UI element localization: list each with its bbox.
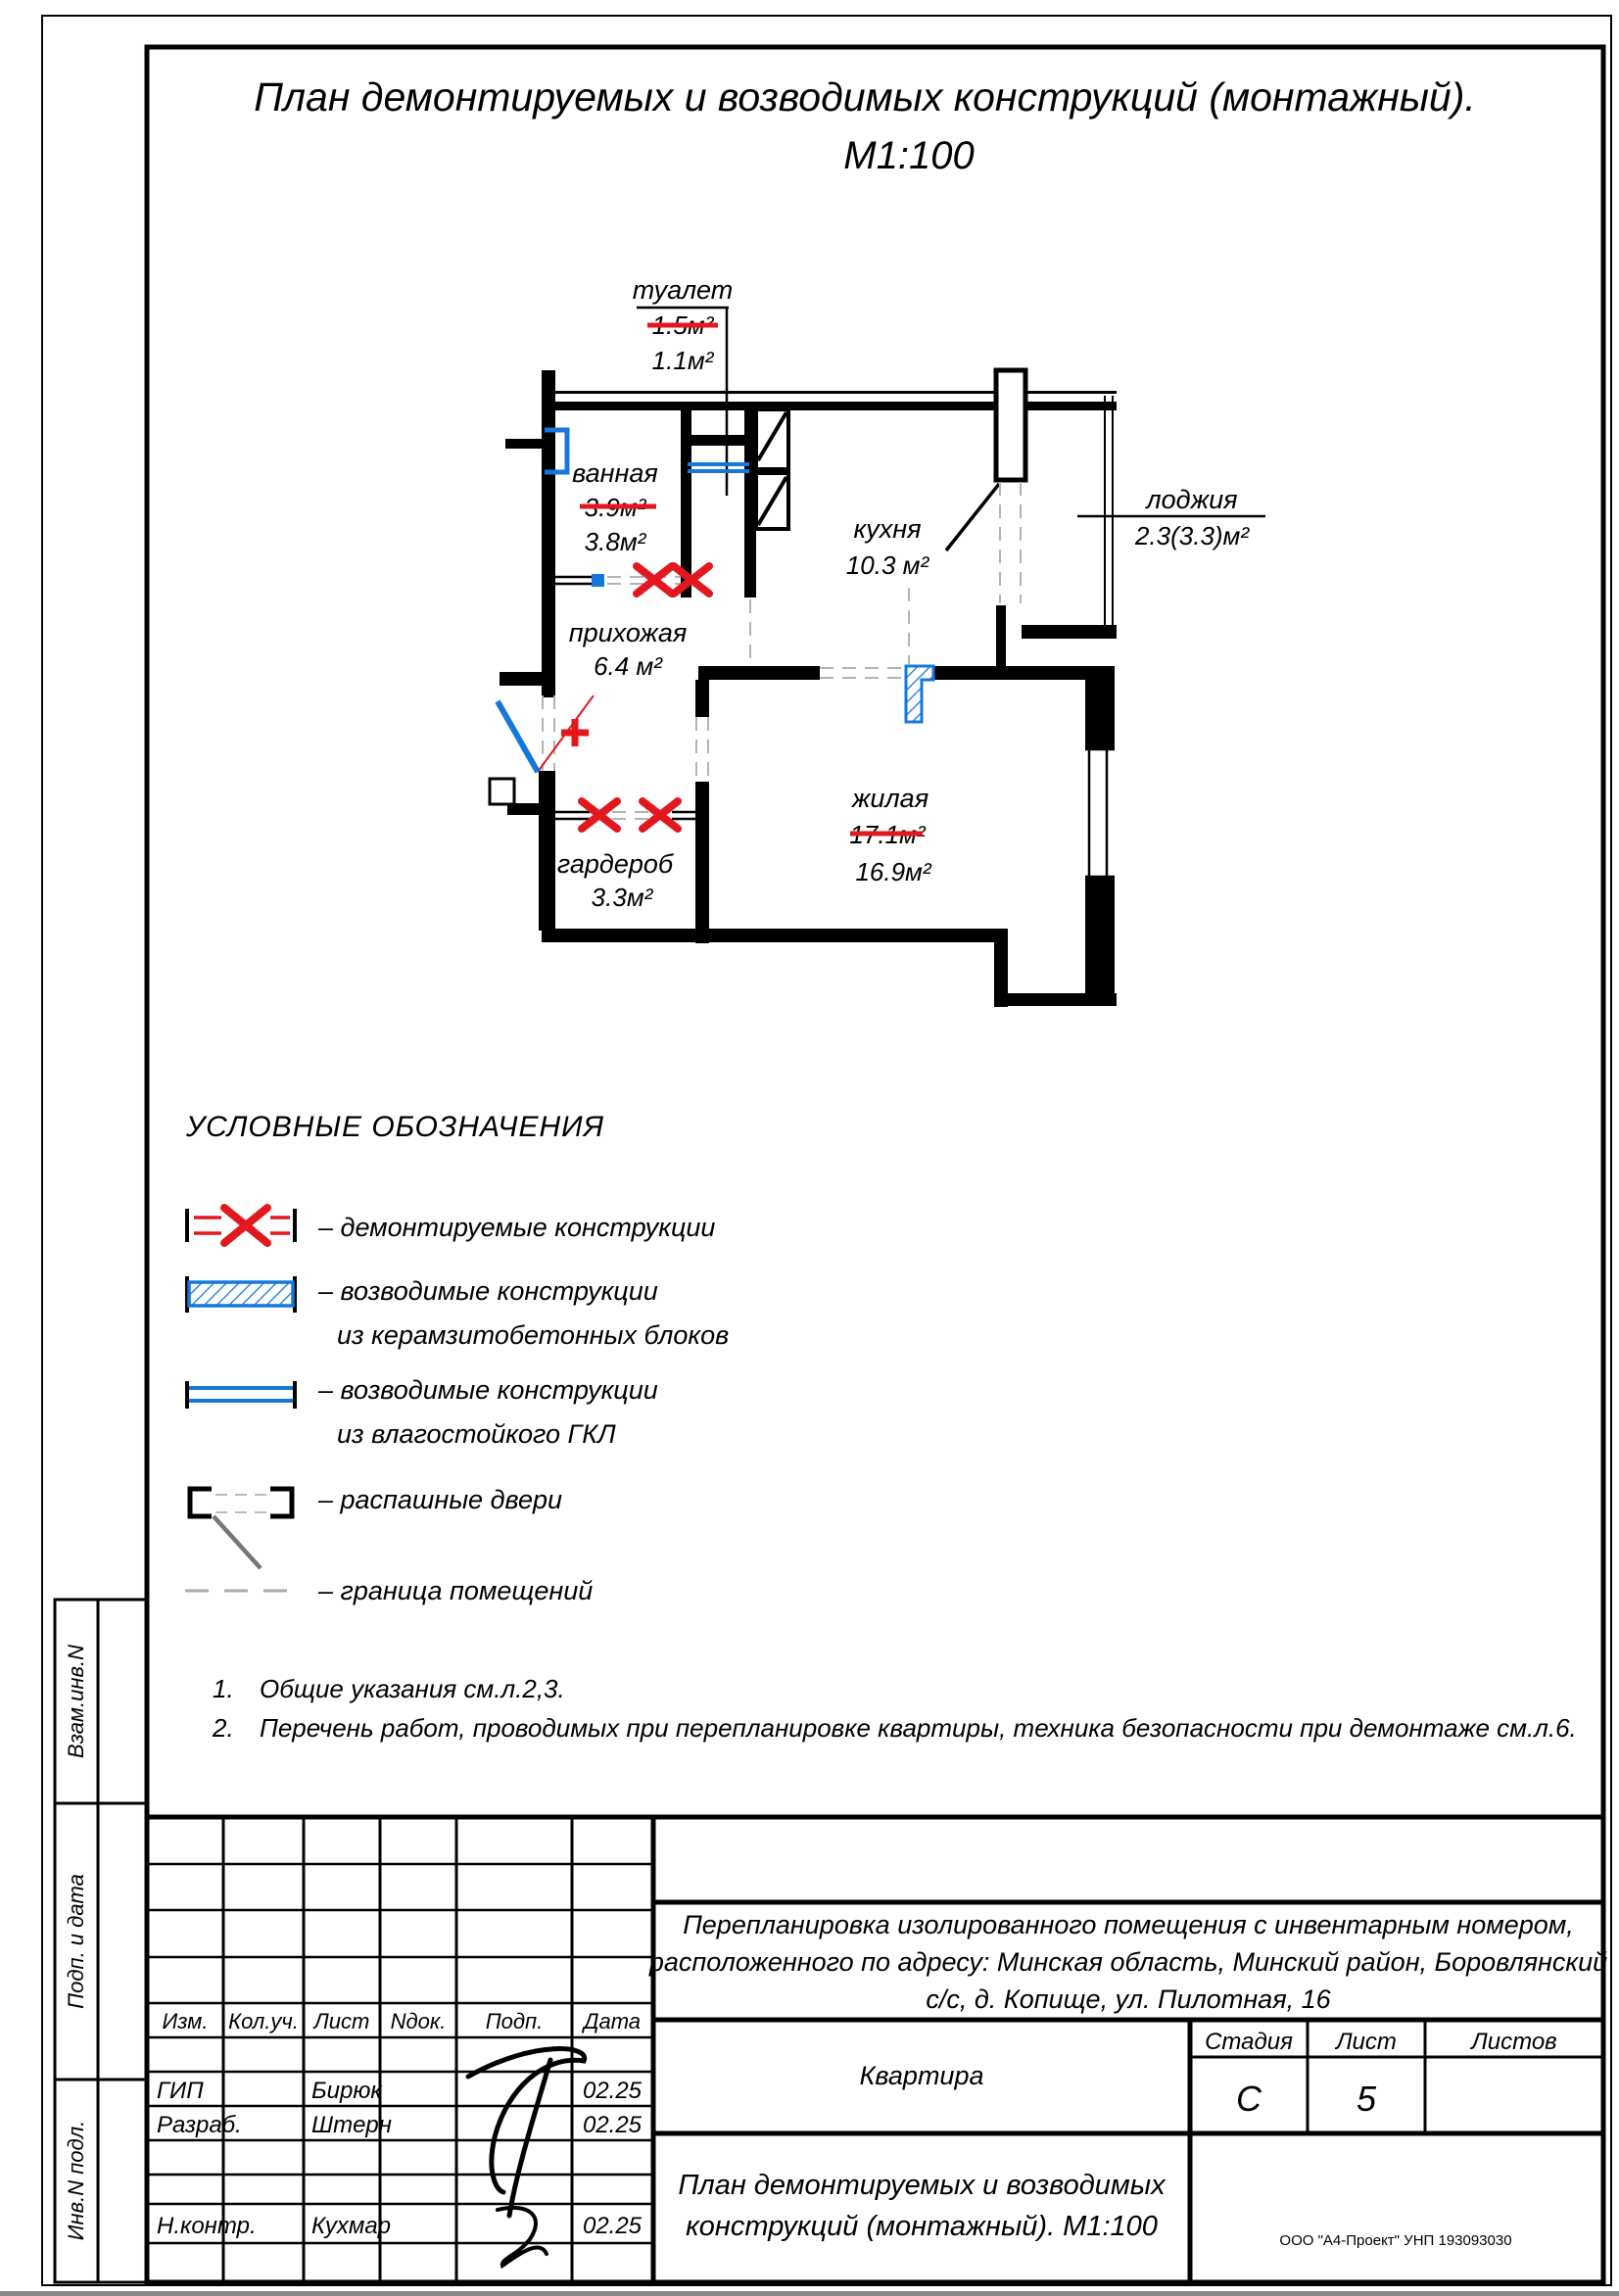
tb-role-razrab: Разраб. bbox=[157, 2112, 242, 2138]
sheet-frame bbox=[42, 16, 1611, 2285]
room-label-living: жилая bbox=[851, 784, 929, 813]
note-2-num: 2. bbox=[213, 1713, 234, 1743]
floor-plan bbox=[490, 275, 1265, 1007]
legend-title: УСЛОВНЫЕ ОБОЗНАЧЕНИЯ bbox=[186, 1111, 605, 1143]
demolish-x-icon bbox=[224, 1208, 267, 1243]
margin-label-vzam: Взам.инв.N bbox=[64, 1645, 88, 1758]
tb-sheets-label: Листов bbox=[1471, 2029, 1557, 2055]
tb-project-line2: расположенного по адресу: Минская область, Минский район, Боровлянский bbox=[648, 1947, 1608, 1977]
tb-stage-label: Стадия bbox=[1205, 2029, 1293, 2055]
note-1-text: Общие указания см.л.2,3. bbox=[260, 1674, 565, 1703]
room-area-old-bath: 3.9м² bbox=[584, 493, 646, 522]
tb-col-podp: Подп. bbox=[485, 2009, 544, 2033]
tb-name-gip: Бирюк bbox=[311, 2078, 382, 2104]
signature-scrawl bbox=[498, 2208, 547, 2266]
room-label-kitchen: кухня bbox=[853, 514, 922, 544]
tb-role-nkontr: Н.контр. bbox=[157, 2213, 257, 2239]
drawing-title bbox=[254, 74, 1476, 177]
legend-symbol-swing-door bbox=[190, 1489, 292, 1568]
demolish-x-icons bbox=[582, 566, 709, 829]
legend-label-gkl-wall-1: – возводимые конструкции bbox=[318, 1375, 658, 1405]
room-area-new-bath: 3.8м² bbox=[584, 527, 646, 556]
room-label-hall: прихожая bbox=[568, 618, 688, 647]
tb-stage-value: С bbox=[1236, 2079, 1262, 2119]
legend bbox=[185, 1111, 729, 1605]
entry-niche bbox=[490, 779, 514, 804]
drawing-title-line1: План демонтируемых и возводимых конструкций (монтажный). bbox=[254, 74, 1476, 120]
legend-label-block-wall-1: – возводимые конструкции bbox=[318, 1276, 658, 1306]
new-wall-segment bbox=[592, 574, 604, 587]
tb-date-nkontr: 02.25 bbox=[582, 2213, 643, 2239]
margin-label-inv: Инв.N подл. bbox=[64, 2120, 88, 2241]
note-1-num: 1. bbox=[213, 1674, 234, 1703]
tb-col-izm: Изм. bbox=[162, 2009, 209, 2033]
door-swing-balcony bbox=[946, 484, 999, 550]
signature-scrawl bbox=[468, 2049, 585, 2216]
tb-date-gip: 02.25 bbox=[582, 2078, 643, 2104]
legend-label-boundary: – граница помещений bbox=[318, 1576, 594, 1605]
tb-col-list: Лист bbox=[313, 2009, 370, 2033]
legend-symbol-block-wall bbox=[187, 1276, 295, 1313]
drawing-title-scale: М1:100 bbox=[843, 134, 975, 177]
new-block-wall-L bbox=[906, 666, 933, 722]
tb-object-name: Квартира bbox=[859, 2061, 984, 2090]
room-area-hall: 6.4 м² bbox=[594, 651, 662, 681]
room-label-wardrobe: гардероб bbox=[556, 849, 674, 879]
room-area-new-toilet: 1.1м² bbox=[651, 346, 714, 375]
note-2-text: Перечень работ, проводимых при перепланировке квартиры, техника безопасности при демонтаже см.л.6. bbox=[260, 1713, 1577, 1743]
tb-role-gip: ГИП bbox=[157, 2078, 204, 2104]
room-label-toilet: туалет bbox=[632, 275, 734, 305]
notes bbox=[212, 1674, 1577, 1743]
legend-label-demolished: – демонтируемые конструкции bbox=[318, 1213, 716, 1242]
tb-col-data: Дата bbox=[583, 2009, 642, 2033]
legend-symbol-demolished bbox=[187, 1208, 295, 1243]
new-entry-door-swing bbox=[498, 701, 538, 772]
margin-label-podp: Подп. и дата bbox=[64, 1874, 88, 2009]
demolish-x-icon bbox=[637, 566, 672, 594]
pier-column bbox=[996, 370, 1025, 480]
room-area-new-living: 16.9м² bbox=[855, 857, 931, 886]
room-area-loggia: 2.3(3.3)м² bbox=[1134, 521, 1250, 550]
room-label-loggia: лоджия bbox=[1146, 485, 1238, 514]
tb-doc-line1: План демонтируемых и возводимых bbox=[678, 2170, 1166, 2201]
tb-doc-line2: конструкций (монтажный). М1:100 bbox=[686, 2211, 1158, 2242]
legend-label-gkl-wall-2: из влагостойкого ГКЛ bbox=[337, 1419, 616, 1449]
legend-label-swing-door: – распашные двери bbox=[318, 1485, 563, 1514]
room-label-bath: ванная bbox=[572, 458, 658, 488]
demolished-door-icon bbox=[538, 695, 594, 772]
room-area-kitchen: 10.3 м² bbox=[845, 550, 929, 580]
window-living bbox=[1085, 749, 1115, 877]
tb-name-nkontr: Кухмар bbox=[311, 2213, 392, 2239]
tb-sheet-value: 5 bbox=[1356, 2079, 1377, 2119]
room-area-old-toilet: 1.5м² bbox=[651, 311, 714, 340]
tb-sheet-label: Лист bbox=[1336, 2029, 1397, 2055]
tb-col-koluch: Кол.уч. bbox=[228, 2009, 299, 2033]
demolish-x-icon bbox=[582, 801, 617, 829]
title-block bbox=[147, 1817, 1607, 2282]
room-area-wardrobe: 3.3м² bbox=[591, 883, 653, 912]
tb-project-line1: Перепланировка изолированного помещения с инвентарным номером, bbox=[683, 1910, 1574, 1939]
room-area-old-living: 17.1м² bbox=[849, 820, 926, 849]
tb-project-line3: с/с, д. Копище, ул. Пилотная, 16 bbox=[926, 1985, 1331, 2014]
tb-col-ndok: Nдок. bbox=[390, 2009, 447, 2033]
vent-shaft bbox=[756, 409, 788, 529]
legend-symbol-gkl-wall bbox=[187, 1381, 295, 1409]
new-constructions bbox=[498, 430, 933, 772]
thin-partition-rails bbox=[553, 577, 697, 819]
legend-label-block-wall-2: из керамзитобетонных блоков bbox=[337, 1320, 730, 1350]
tb-date-razrab: 02.25 bbox=[582, 2112, 643, 2138]
tb-name-razrab: Штерн bbox=[311, 2112, 392, 2138]
demolish-x-icon bbox=[643, 801, 678, 829]
tb-company: ООО "А4-Проект" УНП 193093030 bbox=[1279, 2232, 1512, 2249]
